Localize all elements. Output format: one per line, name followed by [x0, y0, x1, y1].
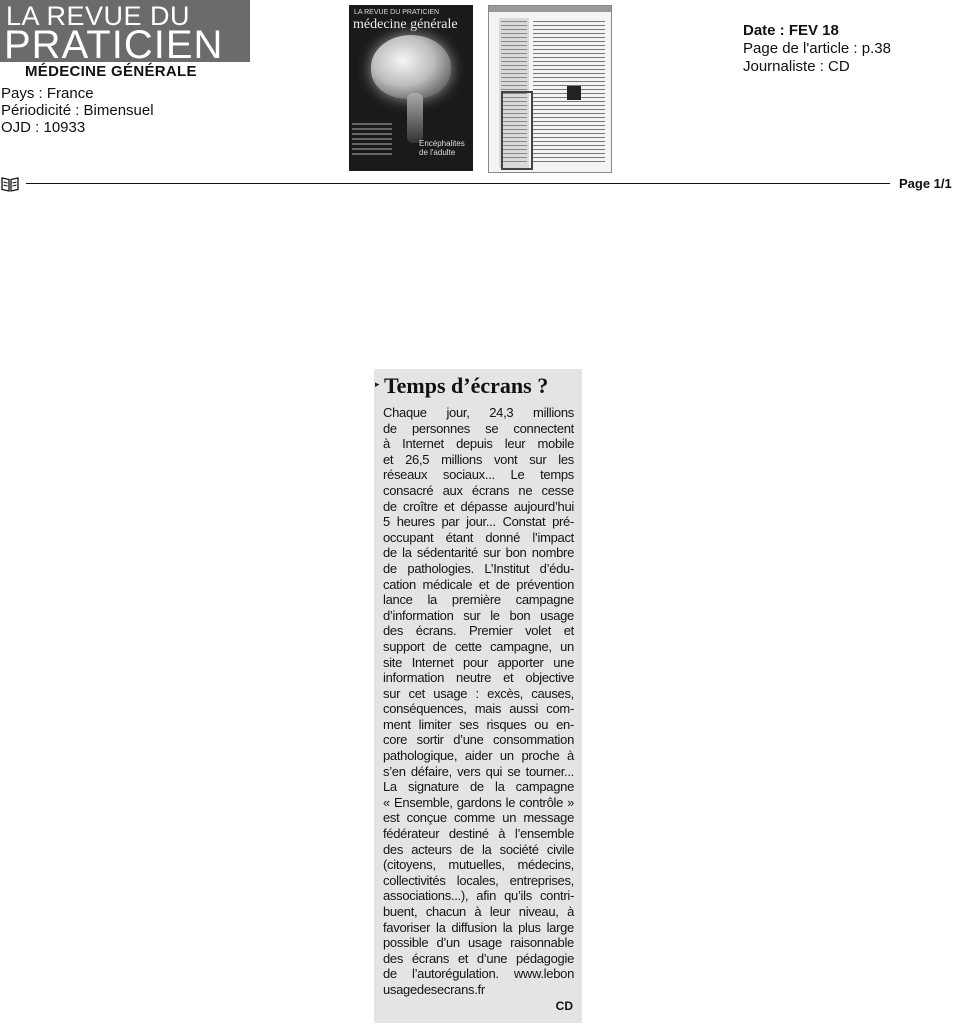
logo-line2: PRATICIEN	[4, 23, 224, 67]
article-line: « Ensemble, gardons le contrôle »	[383, 794, 574, 810]
article-line: fédérateur destiné à l’ensemble	[383, 826, 574, 842]
article-line: des acteurs de la société civile	[383, 841, 574, 857]
article-headline: Temps d’écrans ?	[384, 373, 549, 398]
book-icon	[1, 176, 19, 196]
journalist-text: Journaliste : CD	[743, 58, 850, 75]
page-thumb-image	[567, 86, 581, 100]
article-line: information neutre et objective	[383, 670, 574, 686]
logo-line1: LA REVUE DU	[6, 1, 191, 31]
issue-cover-thumbnail	[349, 5, 473, 171]
article-line: sur cet usage : excès, causes,	[383, 685, 574, 701]
article-line: des écrans et d’une pédagogie	[383, 950, 574, 966]
article-page-thumbnail	[488, 5, 612, 173]
article-line: collectivités locales, entreprises,	[383, 872, 574, 888]
article-highlight-frame	[501, 91, 533, 170]
cover-title-small: LA REVUE DU PRATICIEN	[354, 9, 440, 16]
cover-summary-lines	[352, 123, 392, 158]
article-line: d’information sur le bon usage	[383, 607, 574, 623]
article-line: de l’autorégulation. www.lebon	[383, 966, 574, 982]
article-line: des écrans. Premier volet et	[383, 623, 574, 639]
article-clipping	[374, 369, 582, 1023]
article-line: lance la première campagne	[383, 592, 574, 608]
article-line: possible d’un usage raisonnable	[383, 935, 574, 951]
publication-info	[1, 85, 154, 136]
article-signature: CD	[555, 999, 573, 1013]
article-line: support de cette campagne, un	[383, 638, 574, 654]
article-line: buent, chacun à leur niveau, à	[383, 904, 574, 919]
article-line: pathologique, aider un proche à	[383, 748, 574, 764]
article-line: favoriser la diffusion la plus large	[383, 919, 574, 935]
article-page-text: Page de l'article : p.38	[743, 40, 891, 57]
article-line: La signature de la campagne	[383, 779, 574, 795]
periodicity-text: Périodicité : Bimensuel	[1, 102, 154, 119]
article-line: conséquences, mais aussi com-	[383, 701, 574, 717]
article-line: de croître et dépasse aujourd’hui	[383, 498, 574, 514]
country-text: Pays : France	[1, 85, 94, 102]
page-thumb-header	[489, 6, 611, 12]
article-line: site Internet pour apporter une	[383, 654, 574, 670]
article-line: cation médicale et de prévention	[383, 576, 574, 592]
article-line: occupant étant donné l’impact	[383, 529, 574, 545]
ojd-text: OJD : 10933	[1, 119, 86, 136]
logo-subtitle: MÉDECINE GÉNÉRALE	[25, 63, 197, 80]
article-line: (citoyens, mutuelles, médecins,	[383, 857, 574, 873]
header-divider	[26, 183, 890, 184]
page-count: Page 1/1	[899, 176, 952, 191]
article-body	[383, 405, 574, 998]
article-line: 5 heures par jour... Constat pré-	[383, 514, 574, 530]
article-line: core sortir d’une consommation	[383, 732, 574, 748]
article-line: usagedesecrans.fr	[383, 981, 485, 997]
article-line: de pathologies. L’Institut d’édu-	[383, 560, 574, 576]
brain-illustration	[371, 35, 451, 99]
article-line: consacré aux écrans ne cesse	[383, 482, 574, 498]
article-line: de la sédentarité sur bon nombre	[383, 545, 574, 561]
article-line: de personnes se connectent	[383, 420, 574, 436]
article-line: ment limiter ses risques ou en-	[383, 716, 574, 732]
publication-logo	[0, 0, 250, 67]
article-line: s’en défaire, vers qui se tourner...	[383, 763, 574, 779]
article-line: associations...), afin qu’ils contri-	[383, 888, 574, 904]
date-text: Date : FEV 18	[743, 22, 839, 39]
cover-title: médecine générale	[353, 17, 458, 32]
article-info	[743, 22, 891, 76]
article-line: à Internet depuis leur mobile	[383, 436, 574, 452]
headline-arrow-icon: ▸	[375, 379, 380, 389]
article-line: Chaque jour, 24,3 millions	[383, 405, 574, 420]
article-line: est conçue comme un message	[383, 810, 574, 826]
cover-caption: Encéphalites de l'adulte	[419, 139, 465, 157]
article-line: et 26,5 millions vont sur les	[383, 451, 574, 467]
article-line: réseaux sociaux... Le temps	[383, 467, 574, 483]
brain-stem-illustration	[407, 93, 423, 143]
